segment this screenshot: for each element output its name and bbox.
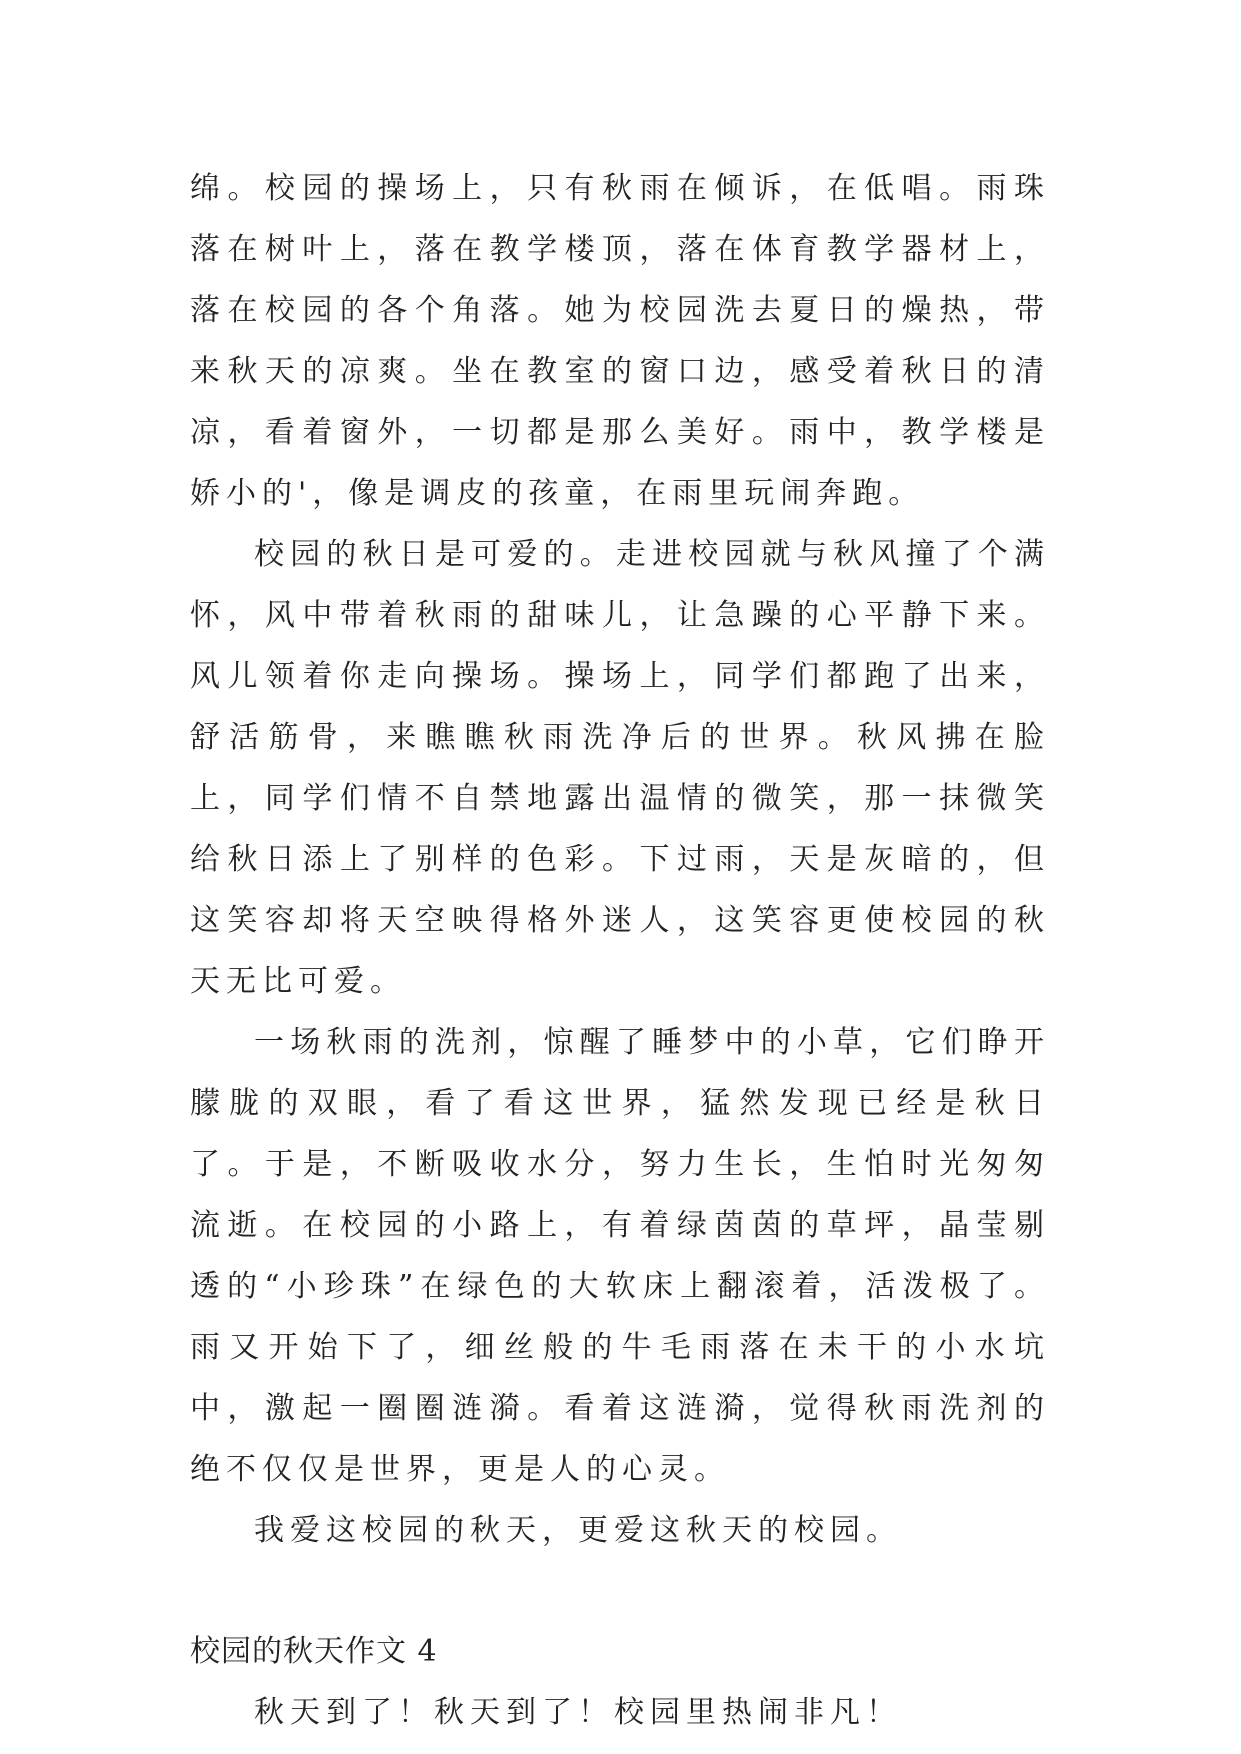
section-first-paragraph: 秋天到了！秋天到了！校园里热闹非凡！ bbox=[254, 1695, 902, 1730]
section-title: 校园的秋天作文 4 bbox=[190, 1634, 438, 1669]
paragraph-autumn-rain: 一场秋雨的洗剂，惊醒了睡梦中的小草，它们睁开朦胧的双眼，看了看这世界，猛然发现已经是秋日了。于是，不断吸收水分，努力生长，生怕时光匆匆流逝。在校园的小路上，有着绿茵茵的草坪，晶莹剔透的“小珍珠”在绿色的大软床上翻滚着，活泼极了。雨又开始下了，细丝般的牛毛雨落在未干的小水坑中，激起一圈圈涟漪。看着这涟漪，觉得秋雨洗剂的绝不仅仅是世界，更是人的心灵。 bbox=[190, 1025, 1050, 1487]
paragraph-love-campus: 我爱这校园的秋天，更爱这秋天的校园。 bbox=[254, 1513, 902, 1548]
paragraph-continued: 绵。校园的操场上，只有秋雨在倾诉，在低唱。雨珠落在树叶上，落在教学楼顶，落在体育教学器材上，落在校园的各个角落。她为校园洗去夏日的燥热，带来秋天的凉爽。坐在教室的窗口边，感受着秋日的清凉，看着窗外，一切都是那么美好。雨中，教学楼是娇小的'，像是调皮的孩童，在雨里玩闹奔跑。 bbox=[190, 171, 1050, 511]
document-body bbox=[190, 158, 1050, 1743]
paragraph-autumn-cute: 校园的秋日是可爱的。走进校园就与秋风撞了个满怀，风中带着秋雨的甜味儿，让急躁的心平静下来。风儿领着你走向操场。操场上，同学们都跑了出来，舒活筋骨，来瞧瞧秋雨洗净后的世界。秋风拂在脸上，同学们情不自禁地露出温情的微笑，那一抹微笑给秋日添上了别样的色彩。下过雨，天是灰暗的，但这笑容却将天空映得格外迷人，这笑容更使校园的秋天无比可爱。 bbox=[190, 537, 1050, 999]
